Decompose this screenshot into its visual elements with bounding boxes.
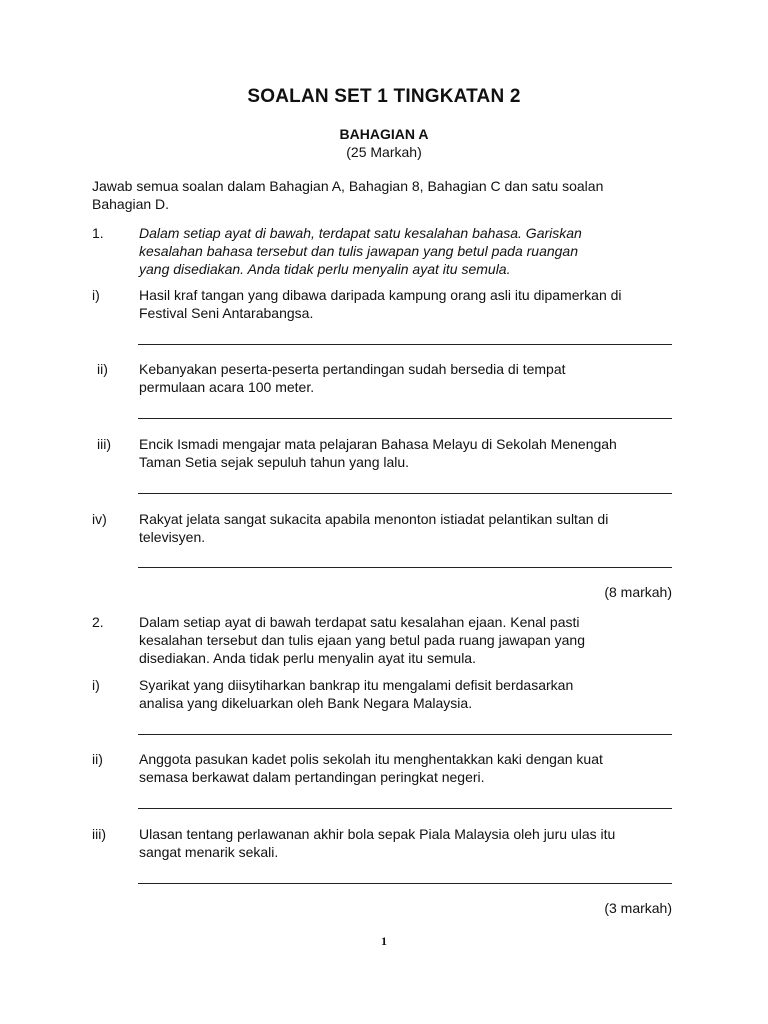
q1-item-line: Rakyat jelata sangat sukacita apabila menonton istiadat pelantikan sultan di [139,511,609,527]
answer-line[interactable] [138,808,672,809]
q2-instruction-line: Dalam setiap ayat di bawah terdapat satu kesalahan ejaan. Kenal pasti [139,614,580,630]
q1-instruction-line: kesalahan bahasa tersebut dan tulis jawapan yang betul pada ruangan [139,243,578,259]
q2-item-line: Syarikat yang diisytiharkan bankrap itu mengalami defisit berdasarkan [139,677,574,693]
q2-item-line: Ulasan tentang perlawanan akhir bola sepak Piala Malaysia oleh juru ulas itu [139,826,616,842]
q1-item-label: iv) [92,511,107,527]
q1-marks: (8 markah) [604,584,672,600]
q1-item-text [139,286,673,322]
q1-item-line: Encik Ismadi mengajar mata pelajaran Bahasa Melayu di Sekolah Menengah [139,436,617,452]
instruction-line: Bahagian D. [92,196,170,212]
q1-item-line: televisyen. [139,529,206,545]
answer-line[interactable] [138,883,672,884]
q1-item-line: Kebanyakan peserta-peserta pertandingan sudah bersedia di tempat [139,361,566,377]
section-heading: BAHAGIAN A [339,126,429,142]
q1-item-line: Festival Seni Antarabangsa. [139,305,314,321]
page-title: SOALAN SET 1 TINGKATAN 2 [247,86,521,107]
q1-item-label: iii) [97,436,111,452]
page-number: 1 [381,934,387,948]
q1-item-label: ii) [97,361,108,377]
answer-line[interactable] [138,734,672,735]
answer-line[interactable] [138,567,672,568]
answer-line[interactable] [138,493,672,494]
q2-item-line: semasa berkawat dalam pertandingan peringkat negeri. [139,769,485,785]
q2-instruction-line: kesalahan tersebut dan tulis ejaan yang betul pada ruang jawapan yang [139,632,585,648]
q2-item-text [139,676,673,712]
q2-instruction [139,613,673,667]
q1-instruction-line: yang disediakan. Anda tidak perlu menyalin ayat itu semula. [139,261,511,277]
q1-item-line: permulaan acara 100 meter. [139,379,315,395]
q2-item-line: sangat menarik sekali. [139,844,279,860]
q2-item-text [139,750,673,786]
q2-item-line: analisa yang dikeluarkan oleh Bank Negara Malaysia. [139,695,473,711]
q1-item-text [139,510,673,546]
q1-instruction [139,224,673,278]
q2-number: 2. [92,614,104,630]
q1-instruction-line: Dalam setiap ayat di bawah, terdapat satu kesalahan bahasa. Gariskan [139,225,582,241]
q1-number: 1. [92,225,104,241]
q2-item-label: ii) [92,751,103,767]
section-marks: (25 Markah) [346,144,422,160]
general-instruction [92,177,674,213]
q1-item-line: Hasil kraf tangan yang dibawa daripada kampung orang asli itu dipamerkan di [139,287,622,303]
q2-marks: (3 markah) [604,900,672,916]
q1-item-text [139,360,673,396]
q2-item-label: iii) [92,826,106,842]
instruction-line: Jawab semua soalan dalam Bahagian A, Bahagian 8, Bahagian C dan satu soalan [92,178,604,194]
answer-line[interactable] [138,418,672,419]
q2-item-label: i) [92,677,100,693]
q1-item-line: Taman Setia sejak sepuluh tahun yang lalu. [139,454,410,470]
q2-instruction-line: disediakan. Anda tidak perlu menyalin ayat itu semula. [139,650,476,666]
q2-item-line: Anggota pasukan kadet polis sekolah itu menghentakkan kaki dengan kuat [139,751,603,767]
q1-item-text [139,435,673,471]
q2-item-text [139,825,673,861]
answer-line[interactable] [138,344,672,345]
q1-item-label: i) [92,287,100,303]
